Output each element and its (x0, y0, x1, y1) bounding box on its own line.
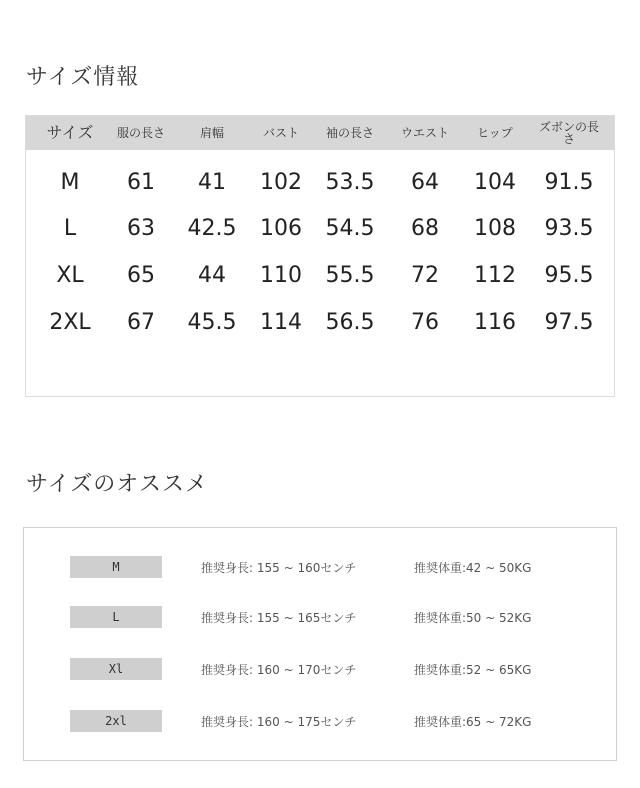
recommended-height: 推奨身長: 155 ~ 160センチ (201, 560, 357, 575)
recommended-weight: 推奨体重:42 ~ 50KG (414, 560, 532, 575)
measurement-cell: 42.5 (187, 215, 237, 241)
size-table (25, 115, 615, 397)
size-table-header (26, 116, 614, 150)
table-row (26, 208, 614, 248)
size-badge: Xl (70, 658, 162, 680)
measurement-cell: 93.5 (544, 215, 594, 241)
recommend-row (24, 606, 616, 630)
header-shoulder: 肩幅 (199, 126, 224, 140)
measurement-cell: 108 (474, 215, 516, 241)
size-label-cell: 2XL (49, 309, 91, 335)
size-badge: L (70, 606, 162, 628)
measurement-cell: 91.5 (544, 169, 594, 195)
recommend-row (24, 556, 616, 580)
recommend-row (24, 658, 616, 682)
recommended-weight: 推奨体重:52 ~ 65KG (414, 662, 532, 677)
recommend-title: サイズのオススメ (26, 472, 209, 497)
measurement-cell: 64 (411, 169, 439, 195)
header-pants-length: ズボンの長さ (538, 120, 599, 146)
measurement-cell: 68 (411, 215, 439, 241)
table-row (26, 302, 614, 342)
measurement-cell: 45.5 (187, 309, 237, 335)
measurement-cell: 95.5 (544, 262, 594, 288)
header-size: サイズ (46, 123, 94, 142)
table-row (26, 255, 614, 295)
measurement-cell: 67 (127, 309, 155, 335)
measurement-cell: 97.5 (544, 309, 594, 335)
measurement-cell: 106 (260, 215, 302, 241)
measurement-cell: 116 (474, 309, 516, 335)
recommend-row (24, 710, 616, 734)
size-label-cell: L (63, 215, 77, 241)
measurement-cell: 44 (198, 262, 226, 288)
measurement-cell: 65 (127, 262, 155, 288)
recommended-height: 推奨身長: 155 ~ 165センチ (201, 610, 357, 625)
measurement-cell: 55.5 (325, 262, 375, 288)
recommended-weight: 推奨体重:65 ~ 72KG (414, 714, 532, 729)
measurement-cell: 54.5 (325, 215, 375, 241)
size-label-cell: M (60, 169, 80, 195)
header-hip: ヒップ (477, 126, 513, 140)
size-badge: M (70, 556, 162, 578)
measurement-cell: 112 (474, 262, 516, 288)
measurement-cell: 72 (411, 262, 439, 288)
header-waist: ウエスト (400, 126, 449, 140)
size-badge: 2xl (70, 710, 162, 732)
header-length: 服の長さ (116, 126, 165, 140)
measurement-cell: 61 (127, 169, 155, 195)
recommended-height: 推奨身長: 160 ~ 175センチ (201, 714, 357, 729)
measurement-cell: 102 (260, 169, 302, 195)
measurement-cell: 63 (127, 215, 155, 241)
table-row (26, 162, 614, 202)
size-info-title: サイズ情報 (26, 65, 140, 90)
measurement-cell: 56.5 (325, 309, 375, 335)
recommended-height: 推奨身長: 160 ~ 170センチ (201, 662, 357, 677)
header-sleeve: 袖の長さ (325, 126, 374, 140)
measurement-cell: 110 (260, 262, 302, 288)
recommend-box (23, 527, 617, 761)
measurement-cell: 76 (411, 309, 439, 335)
header-bust: バスト (262, 126, 299, 140)
size-label-cell: XL (56, 262, 84, 288)
measurement-cell: 104 (474, 169, 516, 195)
recommended-weight: 推奨体重:50 ~ 52KG (414, 610, 532, 625)
measurement-cell: 41 (198, 169, 226, 195)
measurement-cell: 53.5 (325, 169, 375, 195)
measurement-cell: 114 (260, 309, 302, 335)
